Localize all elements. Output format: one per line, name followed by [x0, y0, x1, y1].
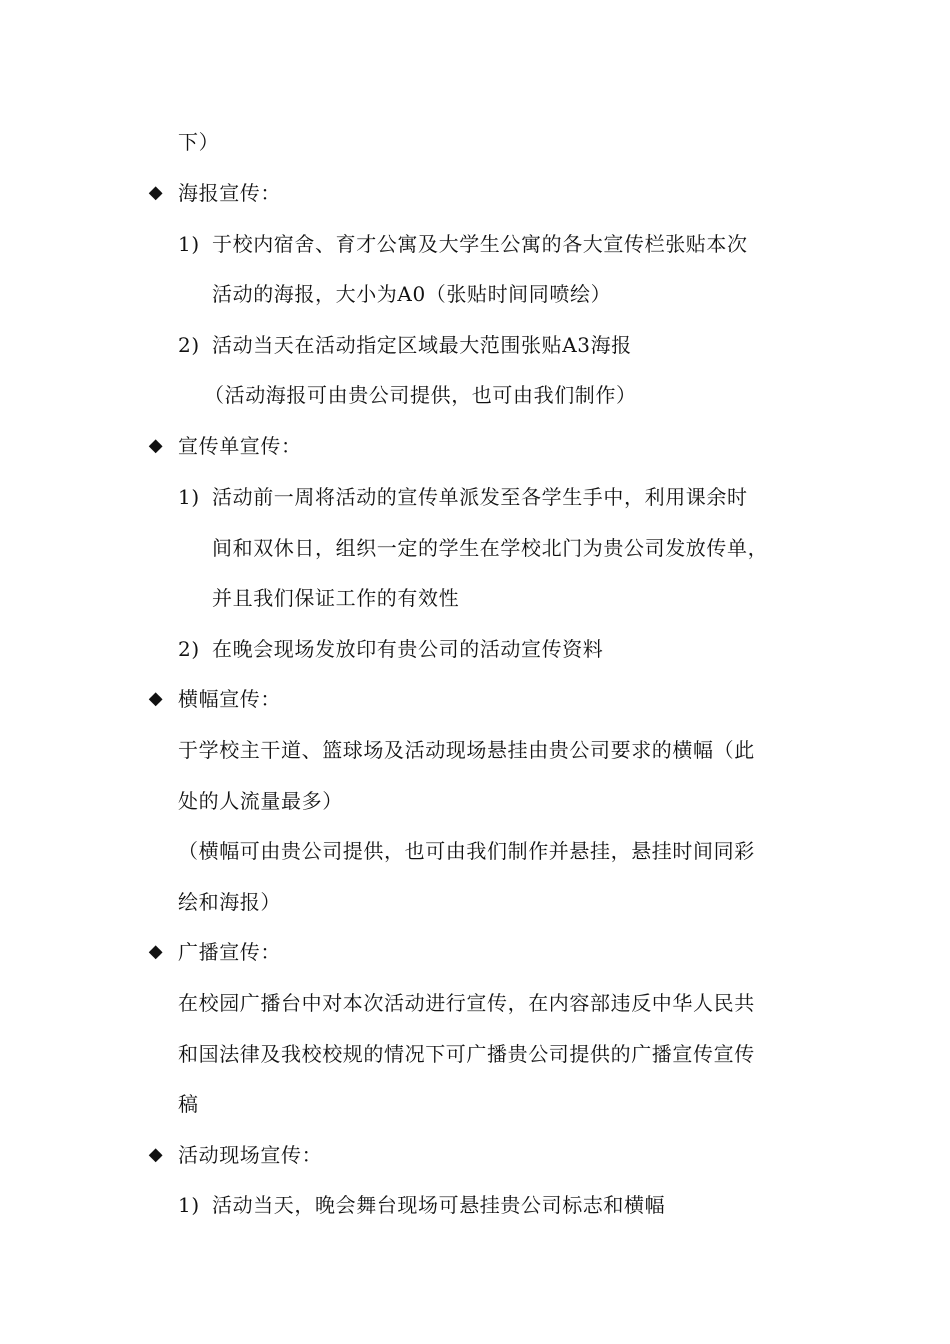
- line-text: 稿: [178, 1092, 199, 1116]
- item-text: 活动前一周将活动的宣传单派发至各学生手中，利用课余时: [212, 485, 748, 509]
- diamond-bullet-icon: ◆: [148, 182, 164, 203]
- line-text: 绘和海报）: [178, 890, 281, 914]
- line-text: （活动海报可由贵公司提供，也可由我们制作）: [204, 383, 637, 407]
- heading-text: 活动现场宣传：: [178, 1143, 323, 1167]
- heading-text: 横幅宣传：: [178, 687, 281, 711]
- diamond-bullet-icon: ◆: [148, 1144, 164, 1165]
- item-number: 1): [178, 1193, 200, 1217]
- item-text: 活动当天，晚会舞台现场可悬挂贵公司标志和横幅: [212, 1193, 666, 1217]
- diamond-bullet-icon: ◆: [148, 941, 164, 962]
- heading-text: 宣传单宣传：: [178, 434, 302, 458]
- line-text: 处的人流量最多）: [178, 789, 343, 813]
- item-text: 于校内宿舍、育才公寓及大学生公寓的各大宣传栏张贴本次: [212, 232, 748, 256]
- item-number: 1): [178, 232, 200, 256]
- line-text: 活动的海报，大小为A0（张贴时间同喷绘）: [212, 282, 612, 306]
- line-text: 下）: [178, 130, 220, 154]
- line-text: 在校园广播台中对本次活动进行宣传，在内容部违反中华人民共: [178, 991, 755, 1015]
- item-text: 在晚会现场发放印有贵公司的活动宣传资料: [212, 637, 604, 661]
- diamond-bullet-icon: ◆: [148, 435, 164, 456]
- heading-text: 广播宣传：: [178, 940, 281, 964]
- item-number: 2): [178, 637, 200, 661]
- item-number: 2): [178, 333, 200, 357]
- item-text: 活动当天在活动指定区域最大范围张贴A3海报: [212, 333, 632, 357]
- line-text: 于学校主干道、篮球场及活动现场悬挂由贵公司要求的横幅（此: [178, 738, 755, 762]
- line-text: 和国法律及我校校规的情况下可广播贵公司提供的广播宣传宣传: [178, 1042, 755, 1066]
- heading-text: 海报宣传：: [178, 181, 281, 205]
- item-number: 1): [178, 485, 200, 509]
- line-text: 并且我们保证工作的有效性: [212, 586, 460, 610]
- line-text: 间和双休日，组织一定的学生在学校北门为贵公司发放传单，: [212, 536, 769, 560]
- diamond-bullet-icon: ◆: [148, 688, 164, 709]
- line-text: （横幅可由贵公司提供，也可由我们制作并悬挂，悬挂时间同彩: [178, 839, 755, 863]
